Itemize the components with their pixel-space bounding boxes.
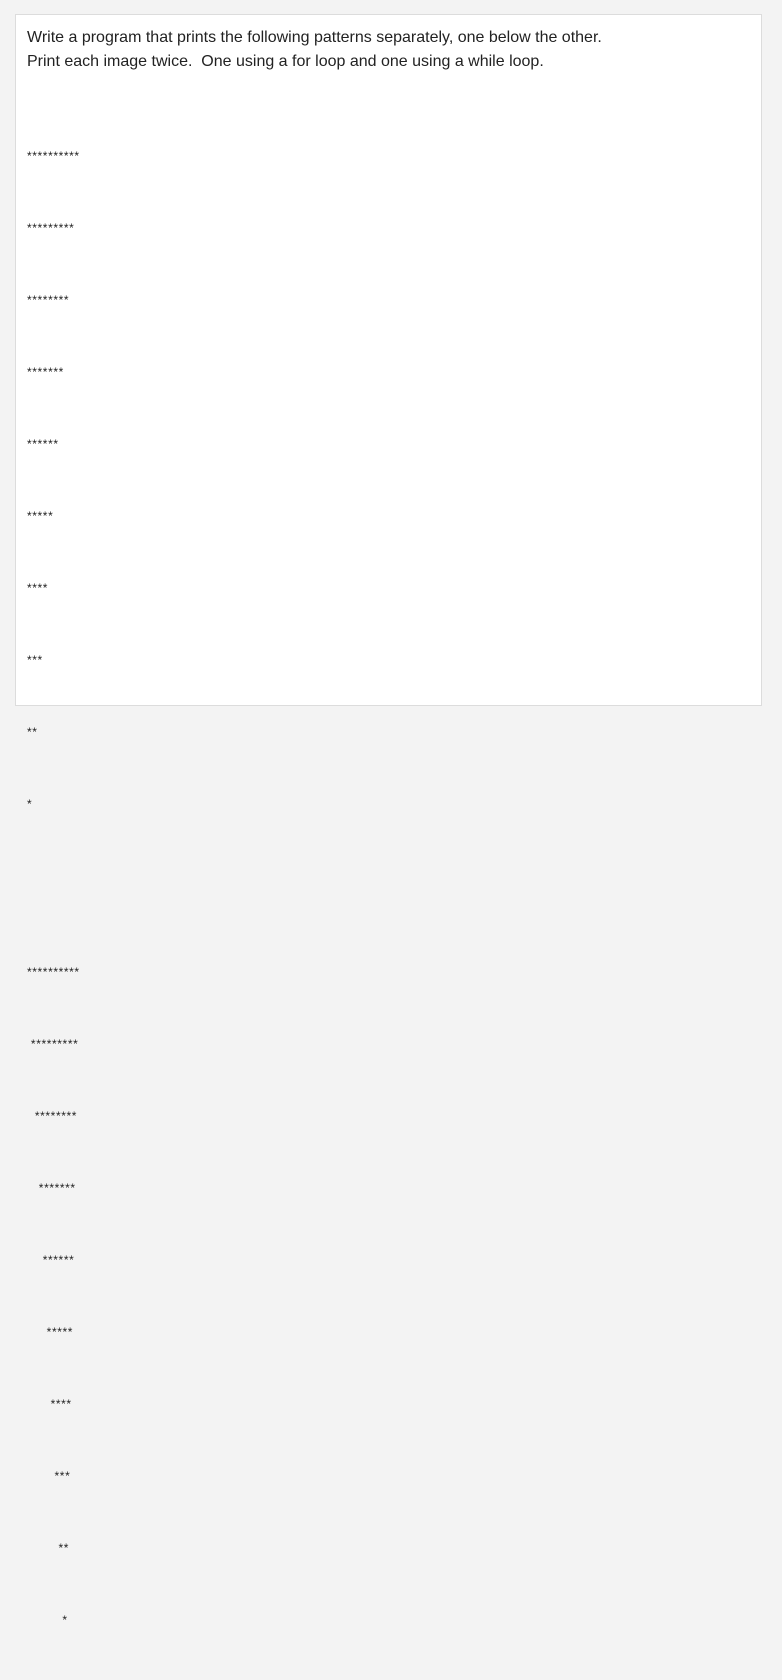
pattern-row: ***: [27, 653, 43, 667]
pattern-row: *******: [27, 365, 64, 379]
pattern-row: **********: [27, 149, 80, 163]
pattern-row: ******: [27, 1253, 75, 1267]
instructions: [27, 26, 750, 74]
pattern-row: *********: [27, 221, 75, 235]
pattern-row: *****: [27, 1325, 74, 1339]
pattern-row: *****: [27, 509, 54, 523]
document-body: [27, 26, 750, 1680]
instruction-line-2: Print each image twice. One using a for loop and one using a while loop.: [27, 53, 544, 70]
pattern-row: *******: [27, 1181, 76, 1195]
pattern-row: **: [27, 725, 38, 739]
pattern-row: *: [27, 797, 33, 811]
content-card: [15, 14, 762, 1627]
pattern-row: *********: [27, 1037, 79, 1051]
pattern-row: **********: [27, 965, 80, 979]
pattern-row: ********: [27, 1109, 78, 1123]
pattern-descending-indented: [27, 912, 750, 1680]
instruction-line-1: Write a program that prints the following patterns separately, one below the other.: [27, 29, 602, 46]
pattern-row: ****: [27, 1397, 72, 1411]
pattern-row: *: [27, 1613, 68, 1627]
pattern-row: ********: [27, 293, 70, 307]
pattern-row: **: [27, 1541, 70, 1555]
pattern-row: ****: [27, 581, 49, 595]
pattern-descending-left: [27, 96, 750, 864]
pattern-row: ******: [27, 437, 59, 451]
pattern-row: ***: [27, 1469, 71, 1483]
